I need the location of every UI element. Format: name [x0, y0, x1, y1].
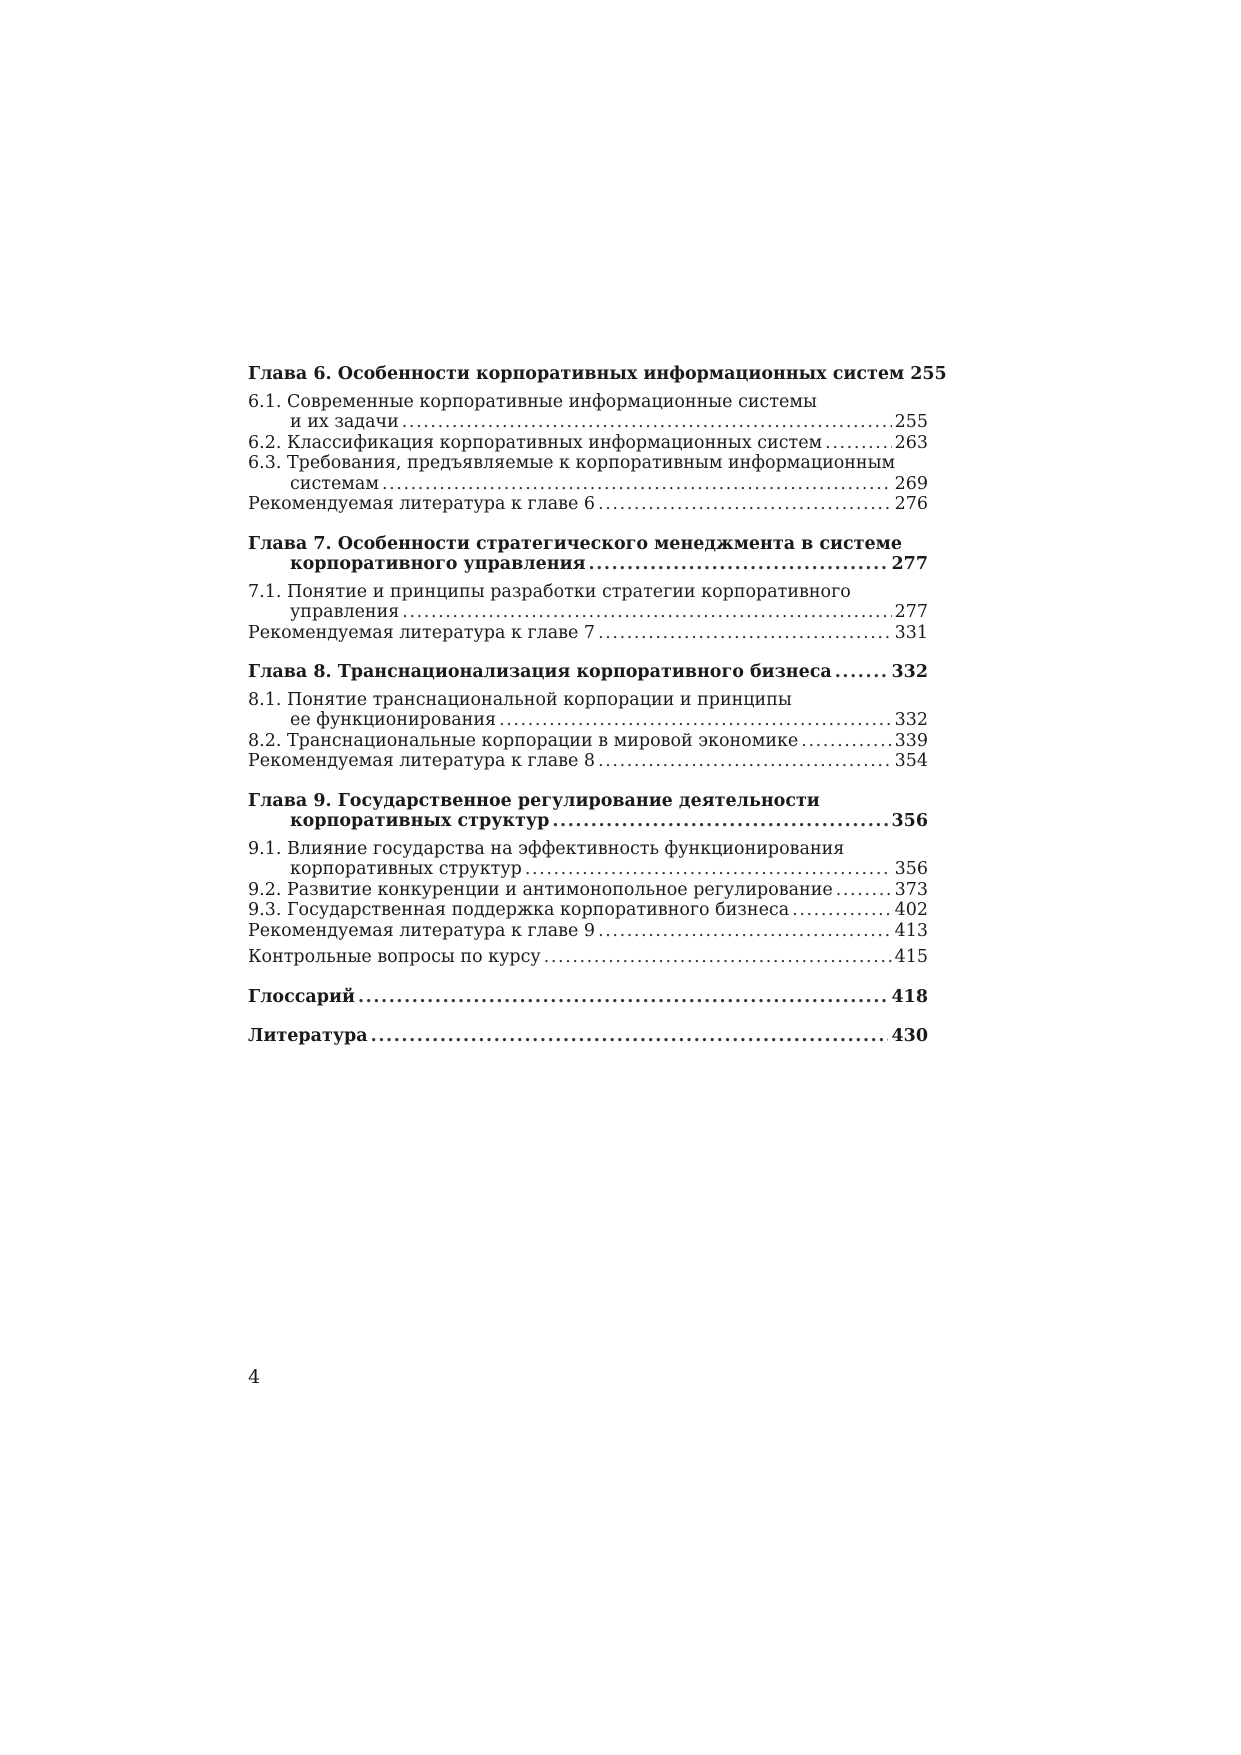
toc-literature [248, 1026, 928, 1047]
toc-page-number: 255 [894, 412, 928, 432]
dot-leader [836, 880, 892, 901]
toc-chapter-6 [248, 364, 947, 385]
toc-page-number: 402 [894, 900, 928, 920]
toc-page-number: 373 [894, 879, 928, 900]
table-of-contents [248, 364, 947, 1047]
toc-entry-title: Литература [248, 1026, 368, 1046]
page-number: 4 [248, 1366, 261, 1388]
dot-leader [358, 987, 889, 1008]
toc-page-number: 269 [894, 473, 928, 494]
toc-entry-title: 9.2. Развитие конкуренции и антимонопольное регулирование [248, 879, 833, 900]
toc-entry-title: Рекомендуемая литература к главе 7 [248, 622, 596, 643]
toc-page-number: 331 [894, 622, 928, 643]
toc-section-7-1 [248, 602, 928, 623]
dot-leader [598, 494, 892, 515]
toc-section-9-3 [248, 900, 928, 921]
toc-glossary [248, 987, 928, 1008]
toc-page-number: 277 [894, 602, 928, 622]
dot-leader [371, 1026, 889, 1047]
toc-entry-title: корпоративных структур [290, 811, 550, 831]
toc-page-number: 255 [910, 364, 947, 384]
toc-entry-title: корпоративных структур [290, 859, 522, 879]
toc-chapter-8 [248, 662, 928, 683]
dot-leader [598, 921, 892, 942]
toc-page-number: 332 [891, 662, 928, 682]
toc-page-number: 332 [894, 710, 928, 730]
toc-section-8-1 [248, 710, 928, 731]
toc-page-number: 413 [894, 920, 928, 941]
dot-leader [801, 731, 891, 752]
toc-entry-title: ее функционирования [290, 710, 497, 730]
toc-entry-title: системам [290, 473, 379, 494]
toc-chapter-7-line1: Глава 7. Особенности стратегического менеджмента в системе [248, 533, 902, 554]
toc-page-number: 339 [894, 730, 928, 751]
toc-page-number: 276 [894, 494, 928, 514]
toc-page-number: 277 [891, 554, 928, 574]
toc-section-8-1-line1: 8.1. Понятие транснациональной корпорации и принципы [248, 689, 792, 710]
toc-entry-title: и их задачи [290, 412, 399, 432]
toc-entry-title: Глава 6. Особенности корпоративных информационных систем [248, 364, 905, 384]
toc-page-number: 356 [894, 859, 928, 879]
toc-entry-title: Рекомендуемая литература к главе 6 [248, 494, 596, 514]
dot-leader [598, 623, 892, 644]
dot-leader [598, 751, 892, 772]
toc-entry-title: Рекомендуемая литература к главе 8 [248, 751, 596, 771]
toc-page-number: 415 [894, 947, 928, 967]
toc-section-9-2 [248, 880, 928, 901]
toc-literature-9 [248, 921, 928, 942]
toc-section-6-1 [248, 412, 928, 433]
dot-leader [589, 554, 889, 575]
toc-entry-title: Глава 8. Транснационализация корпоративного бизнеса [248, 662, 832, 682]
dot-leader [402, 602, 891, 623]
toc-entry-title: 9.3. Государственная поддержка корпоративного бизнеса [248, 900, 790, 920]
toc-chapter-9-line1: Глава 9. Государственное регулирование деятельности [248, 790, 820, 811]
toc-entry-title: 6.2. Классификация корпоративных информационных систем [248, 432, 823, 453]
dot-leader [544, 947, 892, 968]
toc-literature-7 [248, 623, 928, 644]
toc-page-number: 430 [891, 1026, 928, 1046]
dot-leader [402, 412, 892, 433]
toc-entry-title: 8.2. Транснациональные корпорации в мировой экономике [248, 730, 799, 751]
dot-leader [499, 710, 892, 731]
toc-section-6-3 [248, 474, 928, 495]
dot-leader [382, 474, 892, 495]
toc-section-6-1-line1: 6.1. Современные корпоративные информационные системы [248, 391, 817, 412]
toc-entry-title: корпоративного управления [290, 554, 586, 574]
toc-section-9-1 [248, 859, 928, 880]
toc-section-9-1-line1: 9.1. Влияние государства на эффективность функционирования [248, 838, 845, 859]
dot-leader [835, 662, 889, 683]
dot-leader [825, 433, 891, 454]
toc-entry-title: Глоссарий [248, 986, 355, 1007]
toc-entry-title: управления [290, 602, 400, 622]
toc-control-questions [248, 947, 928, 968]
toc-entry-title: Рекомендуемая литература к главе 9 [248, 920, 596, 941]
toc-page-number: 418 [891, 986, 928, 1007]
toc-section-8-2 [248, 731, 928, 752]
toc-entry-title: Контрольные вопросы по курсу [248, 947, 541, 967]
toc-page-number: 354 [894, 751, 928, 771]
toc-section-6-2 [248, 433, 928, 454]
toc-section-7-1-line1: 7.1. Понятие и принципы разработки стратегии корпоративного [248, 581, 851, 602]
toc-chapter-9 [248, 811, 928, 832]
toc-page-number: 263 [894, 432, 928, 453]
toc-literature-6 [248, 494, 928, 515]
dot-leader [792, 900, 891, 921]
toc-literature-8 [248, 751, 928, 772]
toc-page-number: 356 [891, 811, 928, 831]
toc-section-6-3-line1: 6.3. Требования, предъявляемые к корпоративным информационным [248, 453, 896, 473]
dot-leader [525, 859, 892, 880]
toc-chapter-7 [248, 554, 928, 575]
dot-leader [552, 811, 888, 832]
